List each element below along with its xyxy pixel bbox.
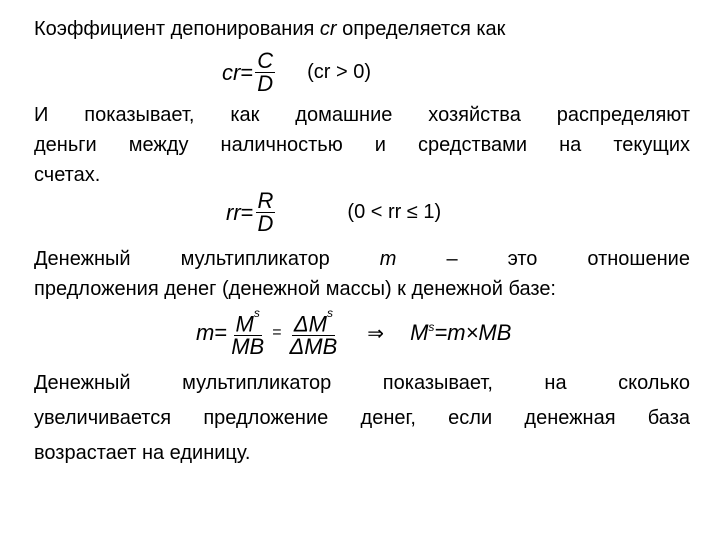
formula-m-fraction2 xyxy=(288,308,340,358)
denominator: MB xyxy=(231,334,265,360)
formula-rr-lhs: rr xyxy=(226,199,241,225)
paragraph-line: предложения денег (денежной массы) к денежной базе: xyxy=(34,278,556,300)
implies-icon: ⇒ xyxy=(367,322,385,345)
formula-multiplier xyxy=(196,308,511,358)
word: Денежный xyxy=(34,248,131,270)
word: – xyxy=(446,248,458,270)
formula-rr-condition: (0 < rr ≤ 1) xyxy=(347,201,442,223)
word-var: m xyxy=(379,248,397,270)
formula-m-approx: = xyxy=(272,324,282,342)
formula-cr xyxy=(222,50,371,95)
superscript: s xyxy=(253,306,260,320)
paragraph-line xyxy=(34,244,690,274)
formula-rhs-m: M xyxy=(410,320,429,346)
formula-cr-condition: (cr > 0) xyxy=(307,61,371,83)
formula-rhs: =m×MB xyxy=(434,320,512,346)
formula-cr-lhs: cr xyxy=(222,59,241,85)
word: отношение xyxy=(587,248,690,270)
paragraph-multiplier-meaning xyxy=(34,366,690,471)
denominator: ΔMB xyxy=(289,334,338,360)
formula-rr-numerator: R xyxy=(257,188,274,213)
word: мультипликатор xyxy=(180,248,330,270)
intro-var: cr xyxy=(319,18,337,40)
superscript: s xyxy=(326,306,333,320)
numerator: M xyxy=(235,311,254,337)
formula-rhs-sup: s xyxy=(428,320,435,335)
formula-rr-denominator: D xyxy=(257,211,274,236)
paragraph-line: Денежный мультипликатор показывает, на сколько xyxy=(34,372,690,394)
formula-rr-eq: = xyxy=(240,199,254,225)
paragraph-line: счетах. xyxy=(34,164,101,186)
paragraph-multiplier-def xyxy=(34,244,690,304)
paragraph-households xyxy=(34,100,690,190)
formula-cr-fraction xyxy=(255,50,275,95)
intro-line xyxy=(34,14,690,44)
paragraph-line: И показывает, как домашние хозяйства распределяют xyxy=(34,104,690,126)
word: это xyxy=(507,248,538,270)
formula-m-fraction1 xyxy=(229,308,266,358)
formula-rr-fraction xyxy=(256,190,276,235)
formula-m-lhs: m xyxy=(196,320,215,346)
numerator: ΔM xyxy=(293,311,327,337)
intro-rest: определяется как xyxy=(342,18,506,40)
intro-text: Коэффициент депонирования xyxy=(34,18,315,40)
paragraph-line: деньги между наличностью и средствами на текущих xyxy=(34,134,690,156)
paragraph-line: увеличивается предложение денег, если денежная база xyxy=(34,407,690,429)
formula-cr-numerator: C xyxy=(257,48,274,73)
formula-rr xyxy=(226,190,441,235)
formula-cr-denominator: D xyxy=(257,71,274,96)
formula-cr-eq: = xyxy=(240,59,254,85)
formula-m-eq: = xyxy=(214,320,228,346)
paragraph-line: возрастает на единицу. xyxy=(34,442,251,464)
